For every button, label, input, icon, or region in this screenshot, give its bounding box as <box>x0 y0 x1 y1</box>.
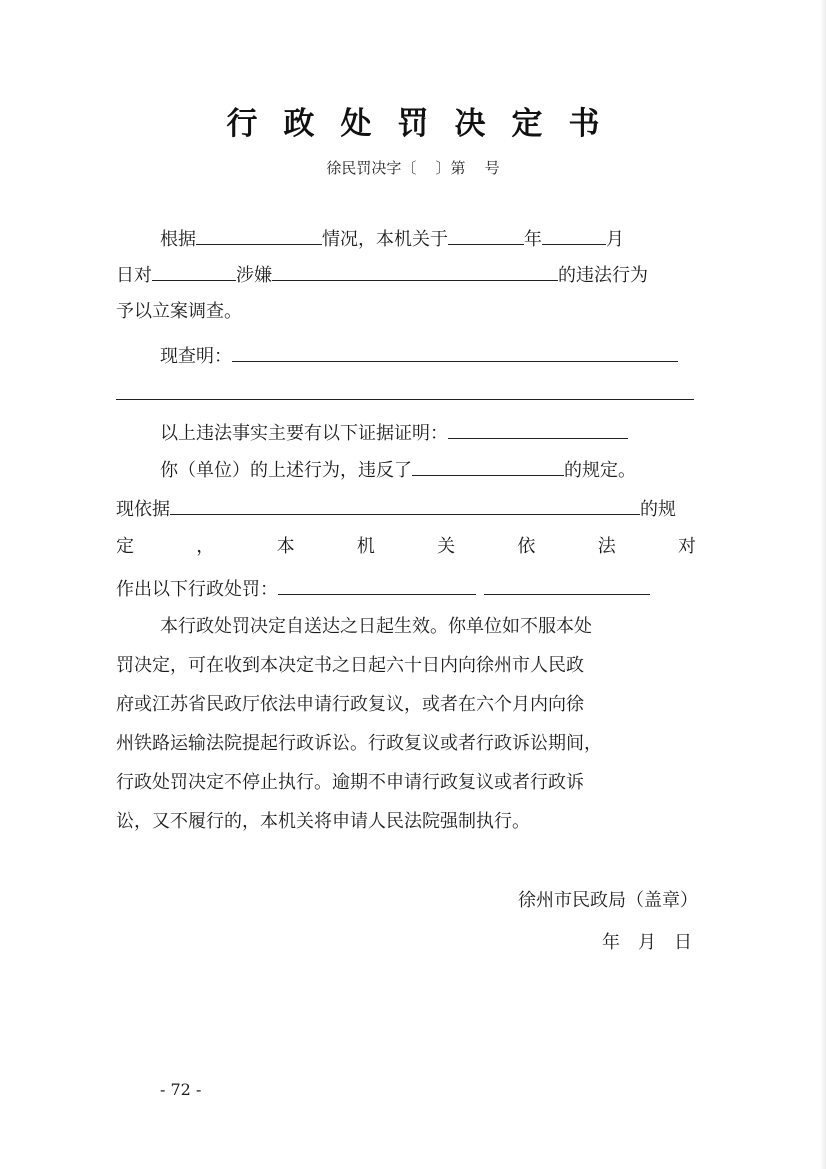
spread-char: ， <box>196 536 215 557</box>
findings-label: 现查明： <box>160 346 232 367</box>
scan-edge-shadow <box>820 0 826 1169</box>
text-illegal-act: 的违法行为 <box>558 265 648 286</box>
spread-char: 依 <box>517 536 536 557</box>
text-month: 月 <box>606 229 624 250</box>
notice-line-4 <box>116 729 696 759</box>
spread-char: 关 <box>437 536 456 557</box>
violation-tail: 的规定。 <box>564 460 636 481</box>
blank-circumstance[interactable] <box>196 222 322 245</box>
notice-text: 讼，又不履行的，本机关将申请人民法院强制执行。 <box>116 811 530 832</box>
basis-line <box>116 492 696 522</box>
blank-violated-provision[interactable] <box>412 453 564 476</box>
blank-penalty-2[interactable] <box>484 572 650 595</box>
penalty-label: 作出以下行政处罚： <box>116 579 278 600</box>
basis-text: 现依据 <box>116 499 170 520</box>
text-file-case: 予以立案调查。 <box>116 301 242 322</box>
doc-number-prefix: 徐民罚决字〔 <box>326 159 417 177</box>
page-number: - 72 - <box>160 1080 202 1099</box>
notice-line-5 <box>116 768 696 798</box>
notice-line-3 <box>116 690 696 720</box>
text-day-to: 日对 <box>116 265 152 286</box>
document-number <box>0 157 826 178</box>
blank-findings-continued[interactable] <box>116 399 694 400</box>
evidence-line <box>160 416 700 446</box>
blank-year[interactable] <box>448 222 524 245</box>
notice-line-1 <box>160 612 700 642</box>
issue-date: 年 月 日 <box>602 932 692 953</box>
spread-char: 本 <box>276 536 295 557</box>
notice-text: 行政处罚决定不停止执行。逾期不申请行政复议或者行政诉 <box>116 772 584 793</box>
blank-penalty-1[interactable] <box>278 572 476 595</box>
blank-month[interactable] <box>542 222 606 245</box>
blank-findings[interactable] <box>232 339 678 362</box>
blank-evidence[interactable] <box>448 416 628 439</box>
blank-suspected-act[interactable] <box>272 258 558 281</box>
doc-number-suffix: 号 <box>484 159 500 177</box>
paragraph-1-line-3 <box>116 297 696 327</box>
violation-text: 你（单位）的上述行为，违反了 <box>160 460 412 481</box>
basis-spread-line <box>116 532 696 562</box>
text-year: 年 <box>524 229 542 250</box>
spread-char: 法 <box>597 536 616 557</box>
notice-text: 府或江苏省民政厅依法申请行政复议，或者在六个月内向徐 <box>116 694 584 715</box>
evidence-label: 以上违法事实主要有以下证据证明： <box>160 423 448 444</box>
notice-line-6 <box>116 807 696 837</box>
notice-line-2 <box>116 651 696 681</box>
paragraph-1-line-1 <box>160 222 700 252</box>
text-suspected: 涉嫌 <box>236 265 272 286</box>
notice-text: 州铁路运输法院提起行政诉讼。行政复议或者行政诉讼期间， <box>116 733 602 754</box>
issuing-authority: 徐州市民政局（盖章） <box>518 890 698 911</box>
paragraph-1-line-2 <box>116 258 696 288</box>
violation-line <box>160 453 700 483</box>
penalty-line <box>116 572 696 602</box>
doc-number-middle: 〕第 <box>435 159 466 177</box>
blank-party[interactable] <box>152 258 236 281</box>
notice-text: 本行政处罚决定自送达之日起生效。你单位如不服本处 <box>160 616 592 637</box>
spread-char: 机 <box>356 536 375 557</box>
document-title: 行政处罚决定书 <box>226 106 626 142</box>
spread-char: 定 <box>116 536 134 557</box>
notice-text: 罚决定，可在收到本决定书之日起六十日内向徐州市人民政 <box>116 655 584 676</box>
findings-line <box>160 339 700 369</box>
blank-legal-basis[interactable] <box>170 492 640 515</box>
basis-tail: 的规 <box>640 499 676 520</box>
text-circumstance-tail: 情况，本机关于 <box>322 229 448 250</box>
text-according: 根据 <box>160 229 196 250</box>
spread-char: 对 <box>677 536 696 557</box>
